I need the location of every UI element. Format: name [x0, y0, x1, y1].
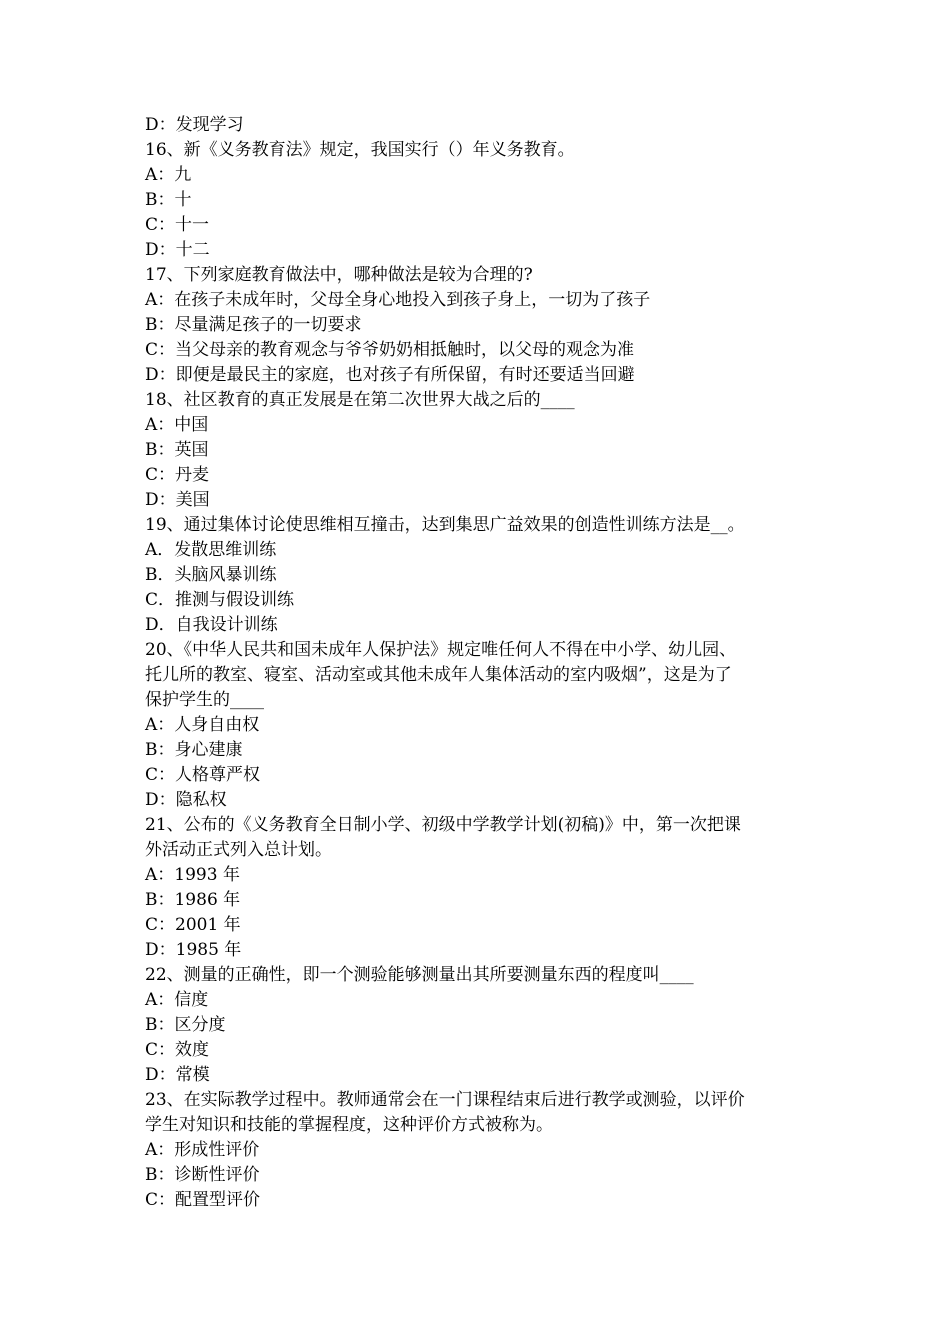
option-line: B：身心建康	[145, 740, 243, 760]
option-line: C：效度	[145, 1040, 210, 1060]
text-line: D：发现学习	[145, 115, 244, 135]
option-line: D：1985 年	[145, 940, 242, 960]
question-18: 18、社区教育的真正发展是在第二次世界大战之后的____	[145, 390, 575, 410]
document-page	[145, 113, 815, 1213]
option-line: A：人身自由权	[145, 715, 260, 735]
option-line: C．推测与假设训练	[145, 590, 295, 610]
option-line: D：美国	[145, 490, 210, 510]
question-16: 16、新《义务教育法》规定，我国实行（）年义务教育。	[145, 140, 575, 160]
option-line: D：即便是最民主的家庭，也对孩子有所保留，有时还要适当回避	[145, 365, 635, 385]
option-line: C：当父母亲的教育观念与爷爷奶奶相抵触时，以父母的观念为准	[145, 340, 635, 360]
question-20: 20、《中华人民共和国未成年人保护法》规定唯任何人不得在中小学、幼儿园、	[145, 640, 737, 660]
question-21-continued: 外活动正式列入总计划。	[145, 840, 332, 860]
option-line: A：信度	[145, 990, 209, 1010]
option-line: C：2001 年	[145, 915, 241, 935]
option-line: A：形成性评价	[145, 1140, 260, 1160]
question-17: 17、下列家庭教育做法中，哪种做法是较为合理的?	[145, 265, 533, 285]
option-line: C：人格尊严权	[145, 765, 261, 785]
question-20-continued: 托儿所的教室、寝室、活动室或其他未成年人集体活动的室内吸烟”，这是为了	[145, 665, 732, 685]
question-19: 19、通过集体讨论使思维相互撞击，达到集思广益效果的创造性训练方法是__。	[145, 515, 745, 535]
option-line: C：丹麦	[145, 465, 210, 485]
option-line: D：常模	[145, 1065, 210, 1085]
option-line: A：1993 年	[145, 865, 240, 885]
option-line: C：配置型评价	[145, 1190, 261, 1210]
option-line: B：尽量满足孩子的一切要求	[145, 315, 362, 335]
option-line: B：英国	[145, 440, 209, 460]
option-line: A．发散思维训练	[145, 540, 277, 560]
option-line: B：诊断性评价	[145, 1165, 260, 1185]
option-line: D：隐私权	[145, 790, 227, 810]
option-line: A：在孩子未成年时，父母全身心地投入到孩子身上，一切为了孩子	[145, 290, 651, 310]
option-line: B：十	[145, 190, 192, 210]
question-21: 21、公布的《义务教育全日制小学、初级中学教学计划(初稿)》中，第一次把课	[145, 815, 741, 835]
option-line: B：区分度	[145, 1015, 226, 1035]
option-line: A：九	[145, 165, 192, 185]
option-line: C：十一	[145, 215, 210, 235]
option-line: D：十二	[145, 240, 210, 260]
option-line: B．头脑风暴训练	[145, 565, 277, 585]
question-22: 22、测量的正确性，即一个测验能够测量出其所要测量东西的程度叫____	[145, 965, 694, 985]
option-line: D．自我设计训练	[145, 615, 278, 635]
question-23-continued: 学生对知识和技能的掌握程度，这种评价方式被称为。	[145, 1115, 553, 1135]
option-line: A：中国	[145, 415, 209, 435]
option-line: B：1986 年	[145, 890, 241, 910]
question-23: 23、在实际教学过程中。教师通常会在一门课程结束后进行教学或测验，以评价	[145, 1090, 745, 1110]
question-20-continued: 保护学生的____	[145, 690, 264, 710]
